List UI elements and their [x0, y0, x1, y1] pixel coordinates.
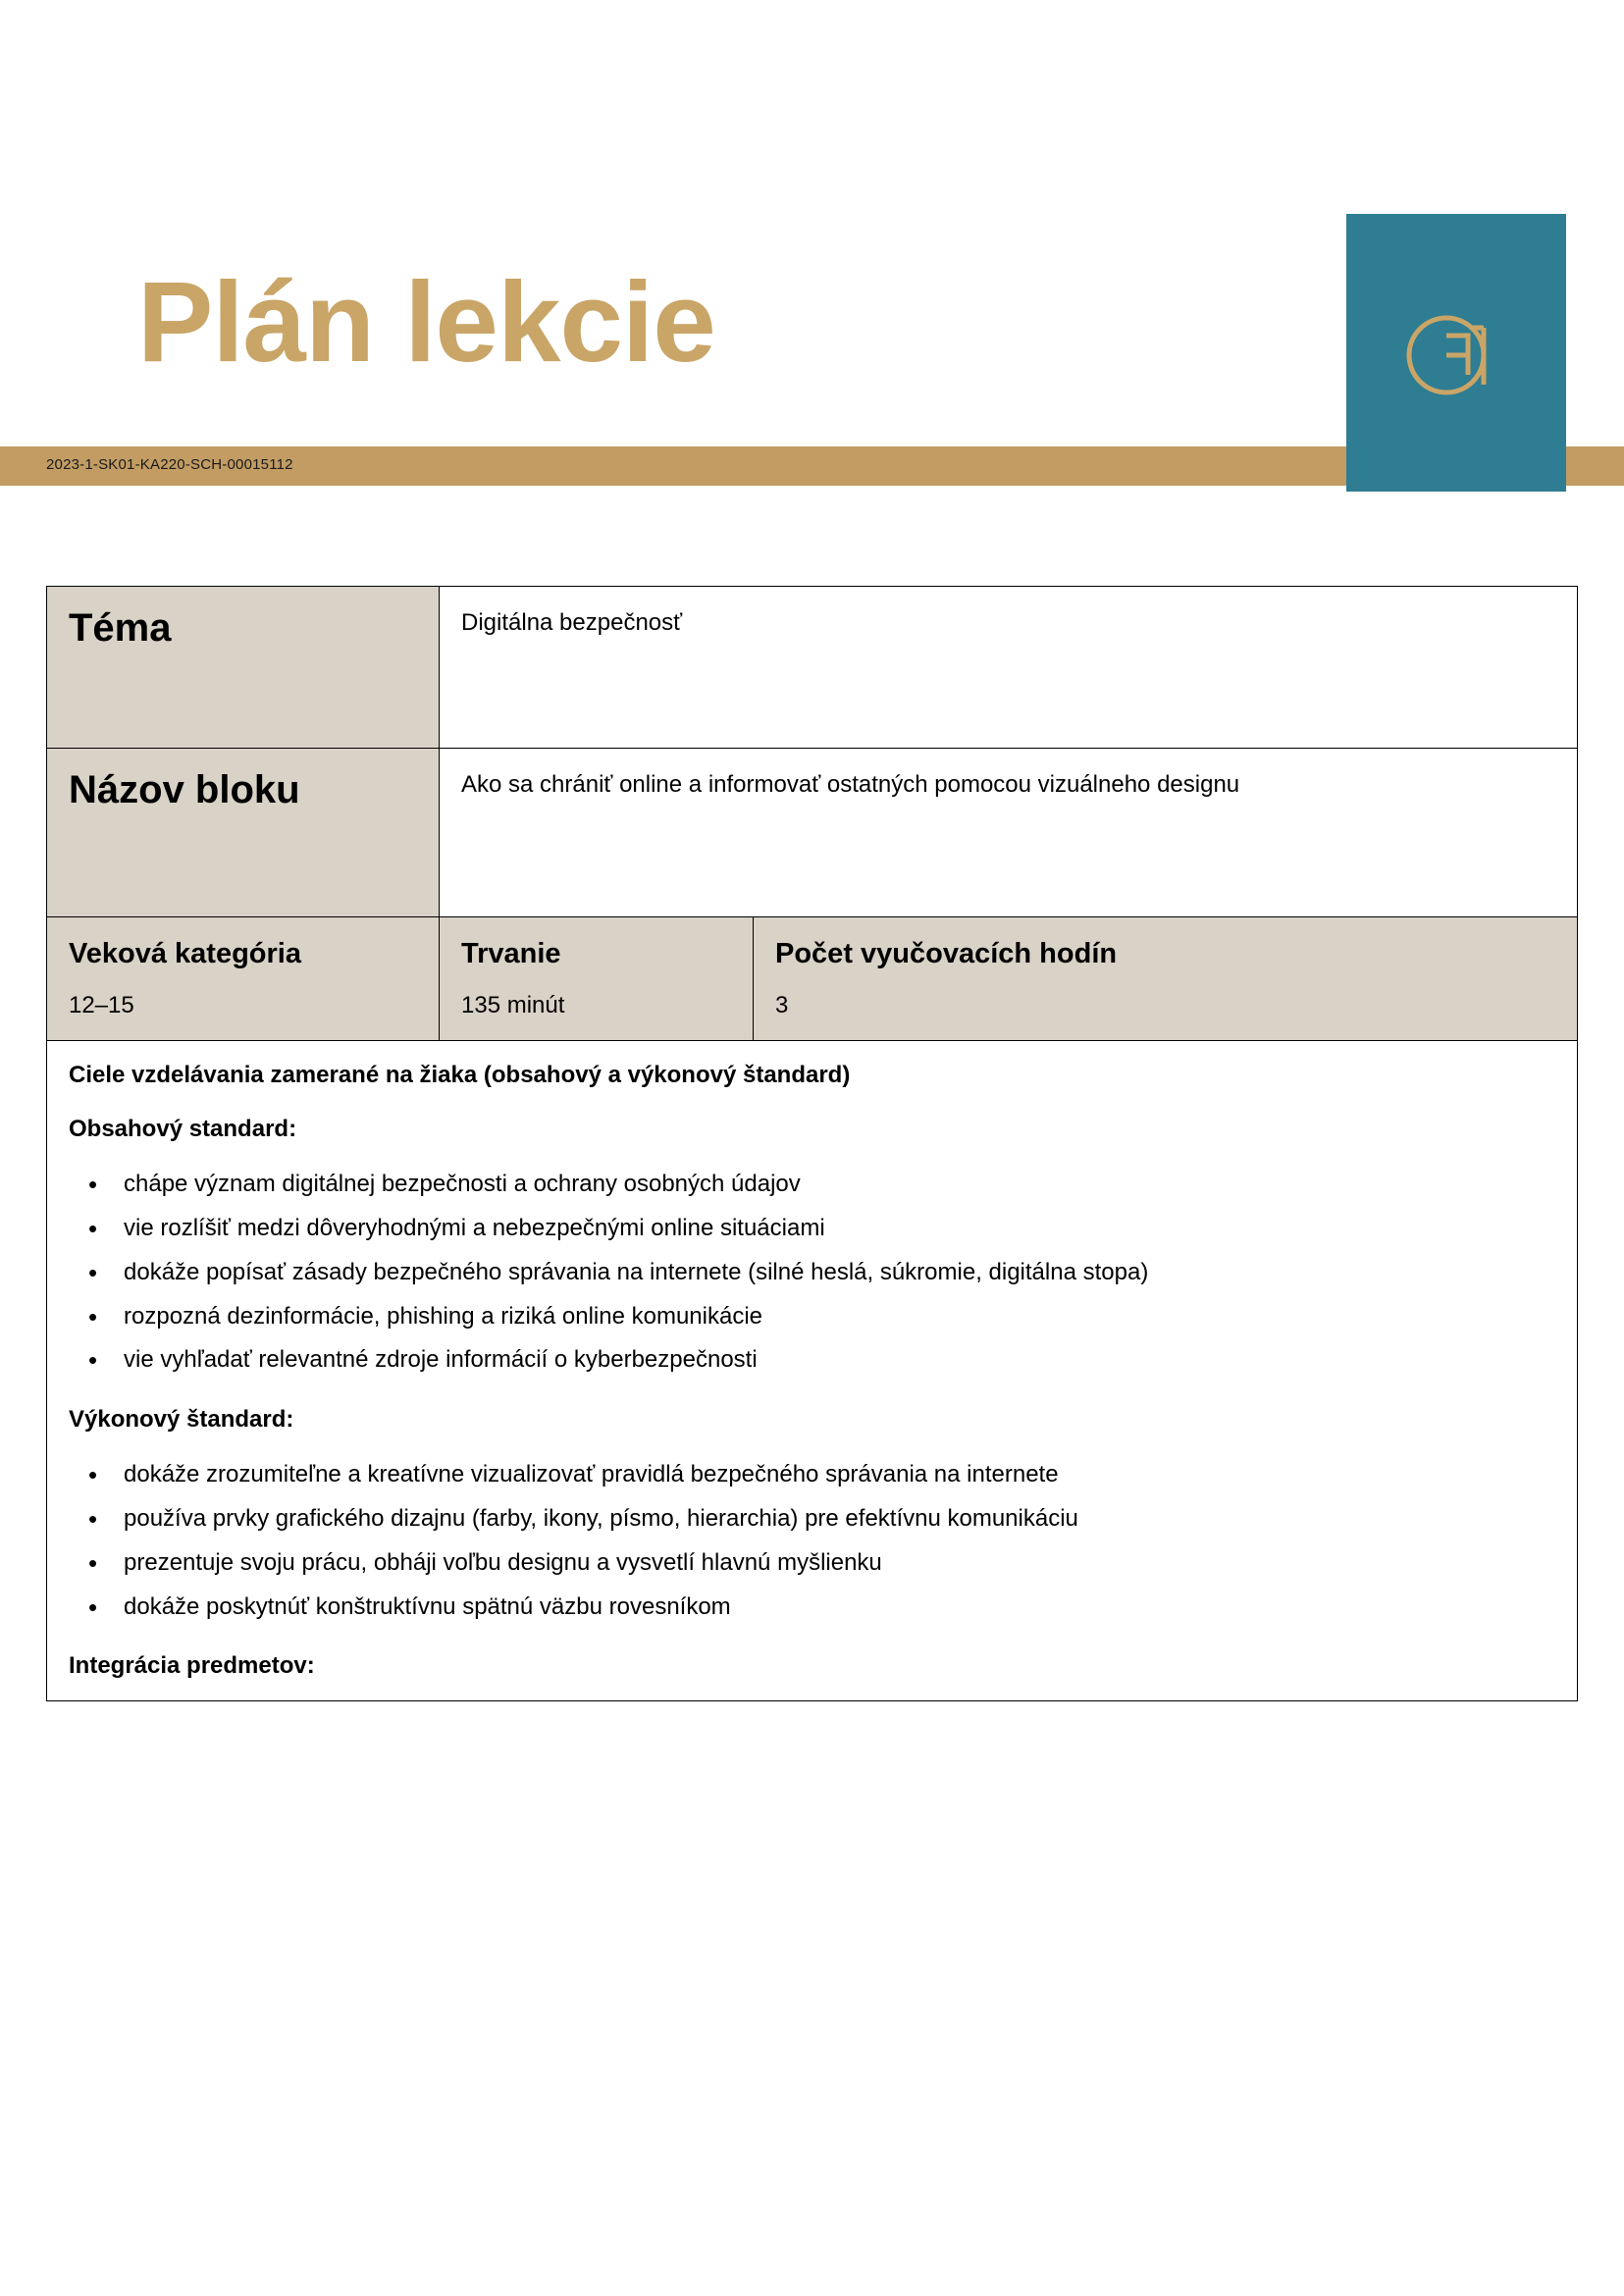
list-item: • vie vyhľadať relevantné zdroje informácií o kyberbezpečnosti	[120, 1341, 1555, 1380]
block-name-label: Názov bloku	[47, 749, 440, 917]
age-cell	[47, 917, 440, 1041]
lesson-info-table	[46, 586, 1578, 1701]
list-item: • dokáže popísať zásady bezpečného správania na internete (silné heslá, súkromie, digitálna stopa)	[120, 1254, 1555, 1292]
page-title: Plán lekcie	[137, 258, 715, 386]
table-row	[47, 587, 1578, 749]
performance-standard-title: Výkonový štandard:	[69, 1406, 294, 1434]
table-row	[47, 917, 1578, 1041]
duration-value: 135 minút	[461, 992, 565, 1019]
age-value: 12–15	[69, 992, 134, 1019]
coding-girl-monogram-icon	[1397, 304, 1515, 412]
logo	[1346, 214, 1566, 492]
topic-label: Téma	[47, 587, 440, 749]
lessons-value: 3	[775, 992, 789, 1019]
lessons-cell	[754, 917, 1578, 1041]
content-standard-list	[69, 1166, 1555, 1380]
list-item: • dokáže zrozumiteľne a kreatívne vizualizovať pravidlá bezpečného správania na internete	[120, 1456, 1555, 1494]
duration-cell	[440, 917, 754, 1041]
lessons-label: Počet vyučovacích hodín	[775, 938, 1118, 969]
document-header	[0, 0, 1624, 491]
integration-title: Integrácia predmetov:	[69, 1652, 315, 1680]
age-label: Veková kategória	[69, 938, 301, 969]
list-item: • chápe význam digitálnej bezpečnosti a ochrany osobných údajov	[120, 1166, 1555, 1204]
list-item: • používa prvky grafického dizajnu (farby, ikony, písmo, hierarchia) pre efektívnu komunikáciu	[120, 1500, 1555, 1539]
table-row	[47, 1040, 1578, 1700]
list-item: • prezentuje svoju prácu, obháji voľbu designu a vysvetlí hlavnú myšlienku	[120, 1544, 1555, 1583]
list-item: • rozpozná dezinformácie, phishing a riziká online komunikácie	[120, 1298, 1555, 1336]
performance-standard-list	[69, 1456, 1555, 1627]
list-item: • vie rozlíšiť medzi dôveryhodnými a nebezpečnými online situáciami	[120, 1210, 1555, 1248]
topic-value: Digitálna bezpečnosť	[440, 587, 1578, 749]
goals-section-title: Ciele vzdelávania zamerané na žiaka (obsahový a výkonový štandard)	[69, 1061, 851, 1088]
project-code: 2023-1-SK01-KA220-SCH-00015112	[46, 456, 293, 473]
block-name-value: Ako sa chrániť online a informovať ostatných pomocou vizuálneho designu	[440, 749, 1578, 917]
content-standard-title: Obsahový standard:	[69, 1116, 297, 1143]
table-row	[47, 749, 1578, 917]
goals-cell	[47, 1040, 1578, 1700]
duration-label: Trvanie	[461, 938, 561, 969]
list-item: • dokáže poskytnúť konštruktívnu spätnú väzbu rovesníkom	[120, 1589, 1555, 1627]
